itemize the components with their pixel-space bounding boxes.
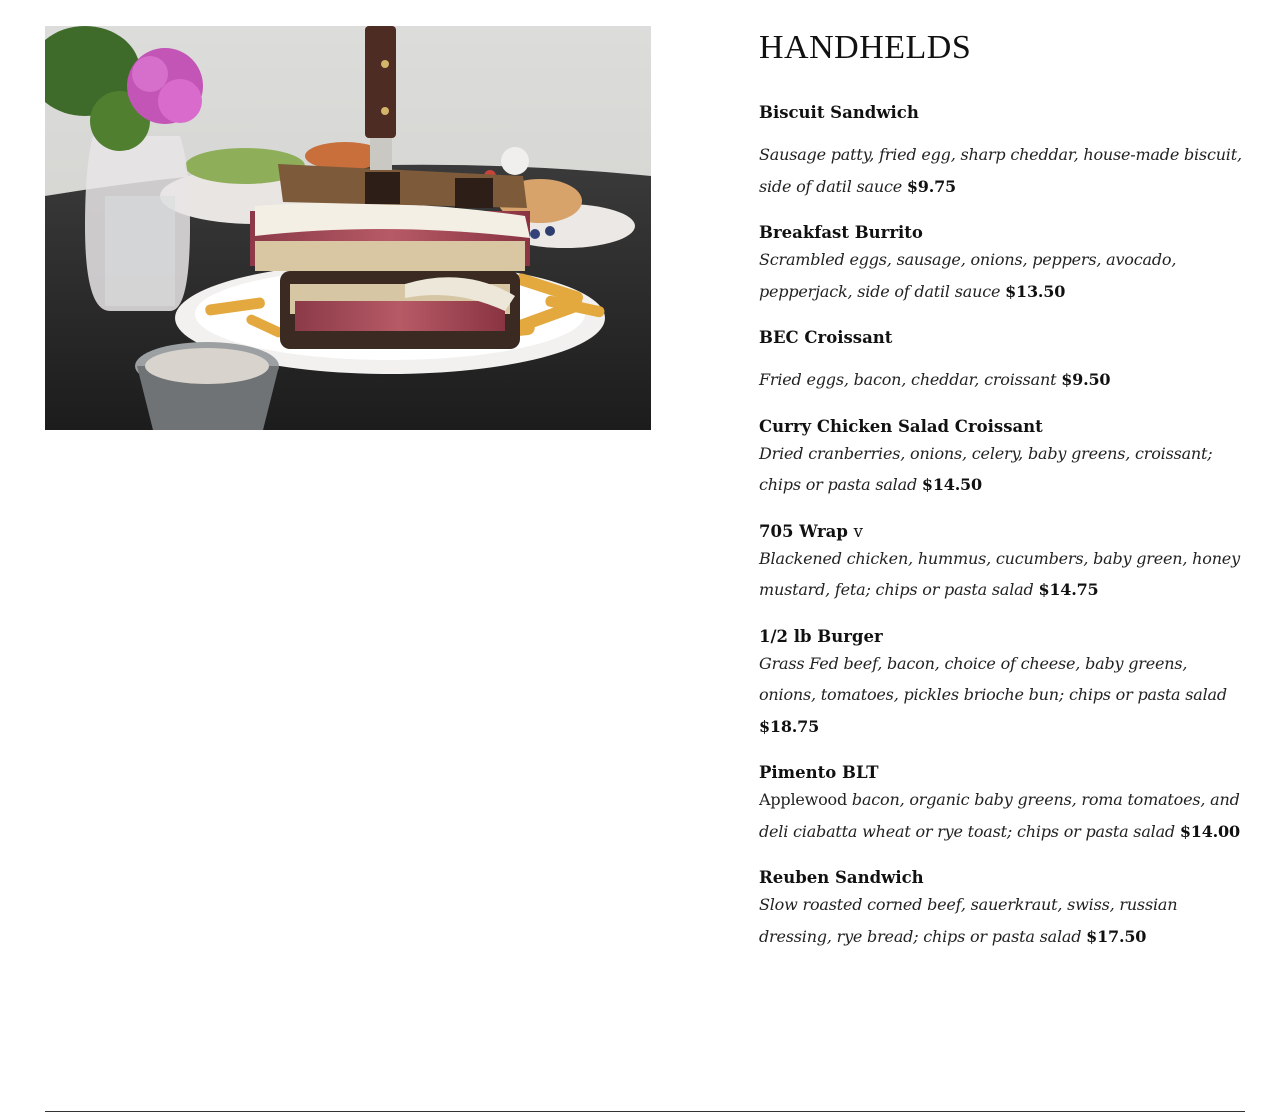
menu-item-name-text: 705 Wrap (759, 521, 848, 541)
menu-item-description-text: Grass Fed beef, bacon, choice of cheese, baby greens, onions, tomatoes, pickles brioche bun; chips or pasta salad (759, 653, 1227, 704)
menu-item (759, 102, 1249, 202)
menu-item-price: $13.50 (1005, 281, 1066, 301)
menu-section (759, 26, 1249, 972)
menu-item-name (759, 327, 1249, 349)
menu-item-description-text: Fried eggs, bacon, cheddar, croissant (759, 370, 1057, 389)
menu-item-name (759, 762, 1249, 784)
menu-item-name (759, 867, 1249, 889)
menu-item-description (759, 244, 1249, 307)
menu-item-description-text: Slow roasted corned beef, sauerkraut, swiss, russian dressing, rye bread; chips or pasta salad (759, 895, 1178, 946)
menu-item-description-text: Blackened chicken, hummus, cucumbers, baby green, honey mustard, feta; chips or pasta salad (759, 548, 1240, 599)
menu-item-price: $9.50 (1061, 370, 1111, 389)
menu-item (759, 416, 1249, 501)
footer-divider (45, 1111, 1245, 1112)
sandwich-photo-illustration (45, 26, 651, 430)
menu-item-price: $14.00 (1179, 821, 1240, 841)
menu-item (759, 762, 1249, 847)
menu-item-description-text: bacon, organic baby greens, roma tomatoes, and deli ciabatta wheat or rye toast; chips or pasta salad (759, 790, 1240, 841)
menu-item-name (759, 416, 1249, 438)
menu-item-name-text: 1/2 lb Burger (759, 626, 883, 646)
menu-item-name (759, 626, 1249, 648)
menu-item (759, 867, 1249, 952)
menu-item-description (759, 438, 1249, 501)
menu-item-description-plain: Applewood (759, 790, 848, 809)
menu-item-description (759, 784, 1249, 847)
menu-item-name-text: Biscuit Sandwich (759, 103, 919, 122)
menu-item-price: $14.50 (921, 475, 982, 494)
menu-item-name-text: Pimento BLT (759, 763, 879, 782)
menu-item-description (759, 889, 1249, 952)
menu-item-price: $9.75 (906, 176, 956, 196)
menu-item-name-text: Breakfast Burrito (759, 223, 923, 242)
menu-item (759, 626, 1249, 743)
menu-item-description-text: Dried cranberries, onions, celery, baby greens, croissant; chips or pasta salad (759, 443, 1213, 494)
menu-item (759, 222, 1249, 307)
menu-item-description-text: Sausage patty, fried egg, sharp cheddar, house-made biscuit, side of datil sauce (759, 145, 1242, 196)
menu-item-description (759, 543, 1249, 606)
menu-item-name-text: Reuben Sandwich (759, 868, 924, 887)
menu-item-price: $17.50 (1086, 926, 1147, 946)
menu-item-name-text: BEC Croissant (759, 328, 893, 347)
menu-item-description (759, 364, 1249, 396)
menu-item-name (759, 222, 1249, 244)
sandwich-photo (45, 26, 651, 430)
menu-item-name-text: Curry Chicken Salad Croissant (759, 416, 1043, 436)
menu-item-description (759, 648, 1249, 743)
vegetarian-tag: v (853, 521, 863, 541)
menu-item-name (759, 521, 1249, 543)
menu-item-description (759, 139, 1249, 202)
menu-item (759, 327, 1249, 396)
menu-item (759, 521, 1249, 606)
menu-items-list (759, 102, 1249, 952)
menu-item-description-text: Scrambled eggs, sausage, onions, peppers, avocado, pepperjack, side of datil sauce (759, 250, 1177, 301)
menu-item-name (759, 102, 1249, 124)
section-title: HANDHELDS (759, 29, 972, 66)
menu-item-price: $18.75 (759, 716, 820, 736)
menu-item-price: $14.75 (1038, 580, 1099, 599)
